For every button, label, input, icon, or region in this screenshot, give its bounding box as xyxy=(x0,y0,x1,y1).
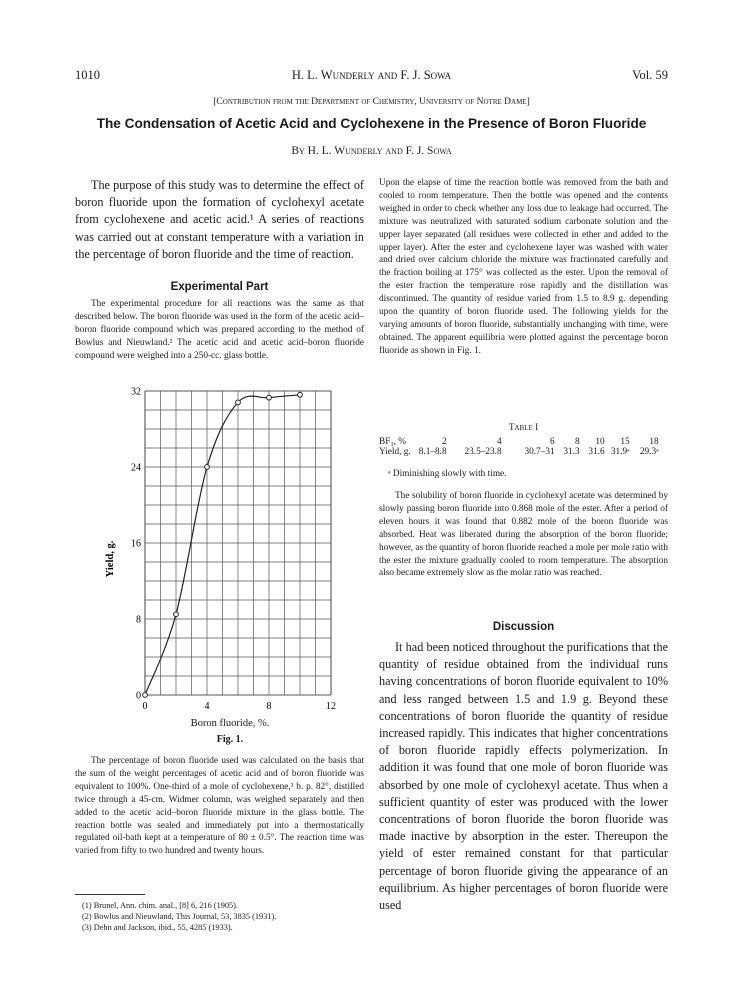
table-cell: 4 xyxy=(497,437,502,447)
data-point xyxy=(267,395,272,400)
table-cell: 31.9ᵃ xyxy=(610,447,630,457)
chart-ticks xyxy=(131,387,336,713)
table-1 xyxy=(379,437,662,457)
table-row-label: Yield, g. xyxy=(379,447,411,457)
intro-paragraph xyxy=(75,177,364,263)
table-cell: 15 xyxy=(620,437,630,447)
contribution-line: [Contribution from the Department of Chemistry, University of Notre Dame] xyxy=(213,97,530,107)
procedure-paragraph xyxy=(379,177,668,358)
footnote-rule xyxy=(75,894,145,895)
solubility-paragraph xyxy=(379,490,668,580)
running-header xyxy=(75,68,668,86)
y-tick-label: 32 xyxy=(131,386,141,398)
data-point xyxy=(174,612,179,617)
table-note: ᵃ Diminishing slowly with time. xyxy=(388,469,507,479)
footnotes xyxy=(82,900,364,933)
table-cell: 10 xyxy=(595,437,605,447)
chart-grid xyxy=(145,391,331,695)
experimental-heading: Experimental Part xyxy=(170,281,269,293)
table-cell: 2 xyxy=(442,437,447,447)
table-cell: 8 xyxy=(575,437,580,447)
article-title: The Condensation of Acetic Acid and Cyclohexene in the Presence of Boron Fluoride xyxy=(96,116,647,131)
data-point xyxy=(236,400,241,405)
table-cell: 31.3 xyxy=(563,447,580,457)
table-row xyxy=(379,437,662,447)
page-number: 1010 xyxy=(75,68,100,82)
x-tick-label: 8 xyxy=(266,701,272,712)
y-tick-label: 24 xyxy=(131,462,141,474)
x-tick-label: 4 xyxy=(204,701,210,712)
table-caption: Table I xyxy=(508,423,539,433)
x-axis-label: Boron fluoride, %. xyxy=(190,718,270,729)
byline: By H. L. Wunderly and F. J. Sowa xyxy=(291,145,452,157)
y-tick-label: 0 xyxy=(136,690,141,702)
solubility-text: The solubility of boron fluoride in cyclohexyl acetate was determined by slowly passing boron fluoride into 0.868 mole of the ester. After a period of eleven hours it was found that 0.882 mole of the boron fluoride was absorbed. Heat was liberated during the absorption of the boron fluoride; however, as the quantity of boron fluoride reached a mole per mole ratio with the ester the mixture gradually cooled to room temperature. The absorption also became extremely slow as the molar ratio was reached. xyxy=(379,491,668,579)
x-tick-label: 12 xyxy=(326,701,336,712)
experimental-text-1: The experimental procedure for all reactions was the same as that described below. The boron fluoride was used in the form of the acetic acid–boron fluoride compound which was prepared according to the method of Bowlus and Nieuwland.² The acetic acid and acetic acid–boron fluoride compound were weighed into a 250-cc. glass bottle. xyxy=(75,299,364,361)
table-cell: 23.5–23.8 xyxy=(464,447,502,457)
discussion-heading: Discussion xyxy=(492,621,555,633)
table-row xyxy=(379,447,662,457)
table-cell: 6 xyxy=(550,437,555,447)
discussion-text: It had been noticed throughout the purifications that the quantity of residue obtained from the individual runs having concentrations of boron fluoride equivalent to 10% and less ranged between 1.5 and 1.9 g. Beyond these concentrations of boron fluoride the quantity of residue increased rapidly. This indicates that higher concentrations of boron fluoride rapidly effects polymerization. In addition it was found that one mole of boron fluoride was absorbed by one mole of cyclohexyl acetate. Thus when a sufficient quantity of ester was produced with the lower concentrations of boron fluoride the boron fluoride was made inactive by absorption in the ester. Thereupon the yield of ester remained constant for that particular percentage of boron fluoride giving the appearance of an equilibrium. As higher percentages of boron fluoride were used xyxy=(379,640,668,913)
data-point xyxy=(205,465,210,470)
procedure-text: Upon the elapse of time the reaction bottle was removed from the bath and cooled to room temperature. Then the bottle was opened and the contents weighed in order to check whether any loss due to leakage had occurred. The mixture was neutralized with saturated sodium carbonate solution and the upper layer separated (all residues were collected in ether and added to the upper layer). After the ester and cyclohexene layer was washed with water and dried over calcium chloride the mixture was fractionated carefully and the fraction boiling at 175° was collected as the ester. Upon the removal of the ester fraction the temperature rose rapidly and the distillation was discontinued. The quantity of residue varied from 1.5 to 8.9 g. depending upon the quantity of boron fluoride used. The following yields for the varying amounts of boron fluoride, substantially unchanging with time, were obtained. The apparent equilibria were plotted against the percentage boron fluoride as shown in Fig. 1. xyxy=(379,178,668,356)
data-point xyxy=(143,693,148,698)
table-cell: 29.3ᵃ xyxy=(639,447,659,457)
footnote-1: (1) Brunel, Ann. chim. anal., [8] 6, 216 (1905). xyxy=(82,901,238,910)
table-cell: 18 xyxy=(649,437,659,447)
volume-label: Vol. 59 xyxy=(632,68,668,82)
discussion-paragraph xyxy=(379,639,668,914)
footnote-2: (2) Bowlus and Nieuwland, This Journal, 53, 3835 (1931). xyxy=(82,912,277,921)
data-point xyxy=(298,392,303,397)
experimental-paragraph-2 xyxy=(75,755,364,858)
y-tick-label: 16 xyxy=(131,538,141,550)
y-axis-label: Yield, g. xyxy=(105,540,116,578)
experimental-text-2: The percentage of boron fluoride used was calculated on the basis that the sum of the weight percentages of acetic acid and of boron fluoride was equivalent to 100%. One-third of a mole of cyclohexene,³ b. p. 82°, distilled twice through a 45-cm. Widmer column, was weighed separately and then added to the acetic acid–boron fluoride mixture in the glass bottle. The reaction bottle was sealed and immediately put into a thermostatically regulated oil-bath kept at a temperature of 80 ± 0.5°. The reaction time was varied from fifty to two hundred and twenty hours. xyxy=(75,756,364,857)
figure-caption: Fig. 1. xyxy=(216,734,244,745)
intro-text: The purpose of this study was to determine the effect of boron fluoride upon the formation of cyclohexyl acetate from cyclohexene and acetic acid.¹ A series of reactions was carried out at constant temperature with a variation in the percentage of boron fluoride and the time of reaction. xyxy=(75,178,364,261)
yield-chart xyxy=(75,383,364,718)
table-cell: 8.1–8.8 xyxy=(418,447,447,457)
y-tick-label: 8 xyxy=(136,614,141,626)
table-cell: 30.7–31 xyxy=(524,447,555,457)
footnote-3: (3) Dehn and Jackson, ibid., 55, 4285 (1933). xyxy=(82,923,233,932)
running-authors: H. L. Wunderly and F. J. Sowa xyxy=(291,68,452,82)
experimental-paragraph-1 xyxy=(75,298,364,363)
table-row-label: BF₃, % xyxy=(379,437,407,447)
table-cell: 31.6 xyxy=(588,447,605,457)
x-tick-label: 0 xyxy=(142,701,148,712)
